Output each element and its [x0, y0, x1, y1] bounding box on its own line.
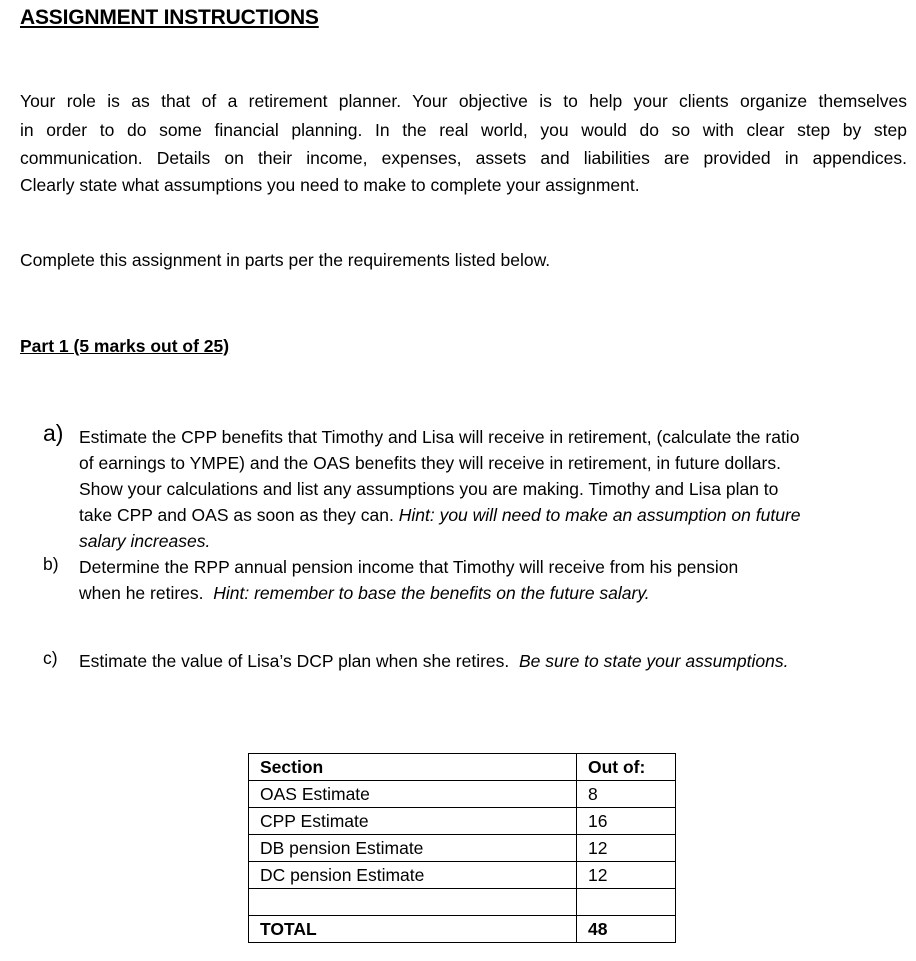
table-total-label: TOTAL	[249, 916, 577, 943]
question-b-text	[79, 554, 894, 606]
question-a-line	[79, 528, 894, 554]
question-b-hint: Hint: remember to base the benefits on the future salary.	[213, 583, 650, 603]
question-a-line-text: take CPP and OAS as soon as they can.	[79, 505, 399, 525]
question-c-line-text: Estimate the value of Lisa’s DCP plan when she retires.	[79, 651, 519, 671]
table-header-section: Section	[249, 754, 577, 781]
intro-line-2: in order to do some financial planning. In the real world, you would do so with clear step by step	[20, 119, 907, 140]
intro-line-3: communication. Details on their income, expenses, assets and liabilities are provided in appendices.	[20, 148, 907, 168]
question-a-marker: a)	[43, 420, 64, 446]
table-row	[249, 862, 676, 889]
question-a-line: Show your calculations and list any assumptions you are making. Timothy and Lisa plan to	[79, 479, 779, 499]
table-total-value: 48	[577, 916, 676, 943]
question-a-hint-cont: salary increases.	[79, 531, 211, 551]
part1-heading: Part 1 (5 marks out of 25)	[20, 336, 230, 356]
table-cell-section	[249, 889, 577, 916]
table-cell-marks	[577, 889, 676, 916]
intro-paragraph	[20, 87, 907, 173]
table-cell-section: CPP Estimate	[249, 808, 577, 835]
question-a-line	[79, 502, 894, 528]
table-header-out-of: Out of:	[577, 754, 676, 781]
intro-line-4: Clearly state what assumptions you need to make to complete your assignment.	[20, 175, 640, 195]
question-c-hint: Be sure to state your assumptions.	[519, 651, 789, 671]
table-cell-marks: 8	[577, 781, 676, 808]
question-b-line-text: when he retires.	[79, 583, 214, 603]
table-total-row	[249, 916, 676, 943]
question-c-line	[79, 648, 894, 674]
table-cell-marks: 12	[577, 835, 676, 862]
table-cell-marks: 12	[577, 862, 676, 889]
table-row-empty	[249, 889, 676, 916]
table-row	[249, 781, 676, 808]
question-a-line: of earnings to YMPE) and the OAS benefits they will receive in retirement, in future dollars.	[79, 453, 781, 473]
question-a-line: Estimate the CPP benefits that Timothy and Lisa will receive in retirement, (calculate the ratio	[79, 427, 800, 447]
instructions-text: Complete this assignment in parts per the requirements listed below.	[20, 250, 551, 270]
page-title: ASSIGNMENT INSTRUCTIONS	[20, 6, 319, 29]
marks-table	[248, 753, 676, 943]
intro-line-1: Your role is as that of a retirement planner. Your objective is to help your clients organize themselves	[20, 91, 907, 111]
table-cell-section: DB pension Estimate	[249, 835, 577, 862]
question-a-hint: Hint: you will need to make an assumption on future	[398, 505, 801, 525]
question-b-marker: b)	[43, 554, 59, 574]
question-b-line	[79, 580, 894, 606]
table-row	[249, 808, 676, 835]
question-c-marker: c)	[43, 648, 58, 668]
table-cell-marks: 16	[577, 808, 676, 835]
question-c-text	[79, 648, 894, 674]
question-b-line: Determine the RPP annual pension income that Timothy will receive from his pension	[79, 557, 739, 577]
table-cell-section: OAS Estimate	[249, 781, 577, 808]
table-header-row	[249, 754, 676, 781]
table-row	[249, 835, 676, 862]
question-a-text	[79, 424, 894, 554]
table-cell-section: DC pension Estimate	[249, 862, 577, 889]
